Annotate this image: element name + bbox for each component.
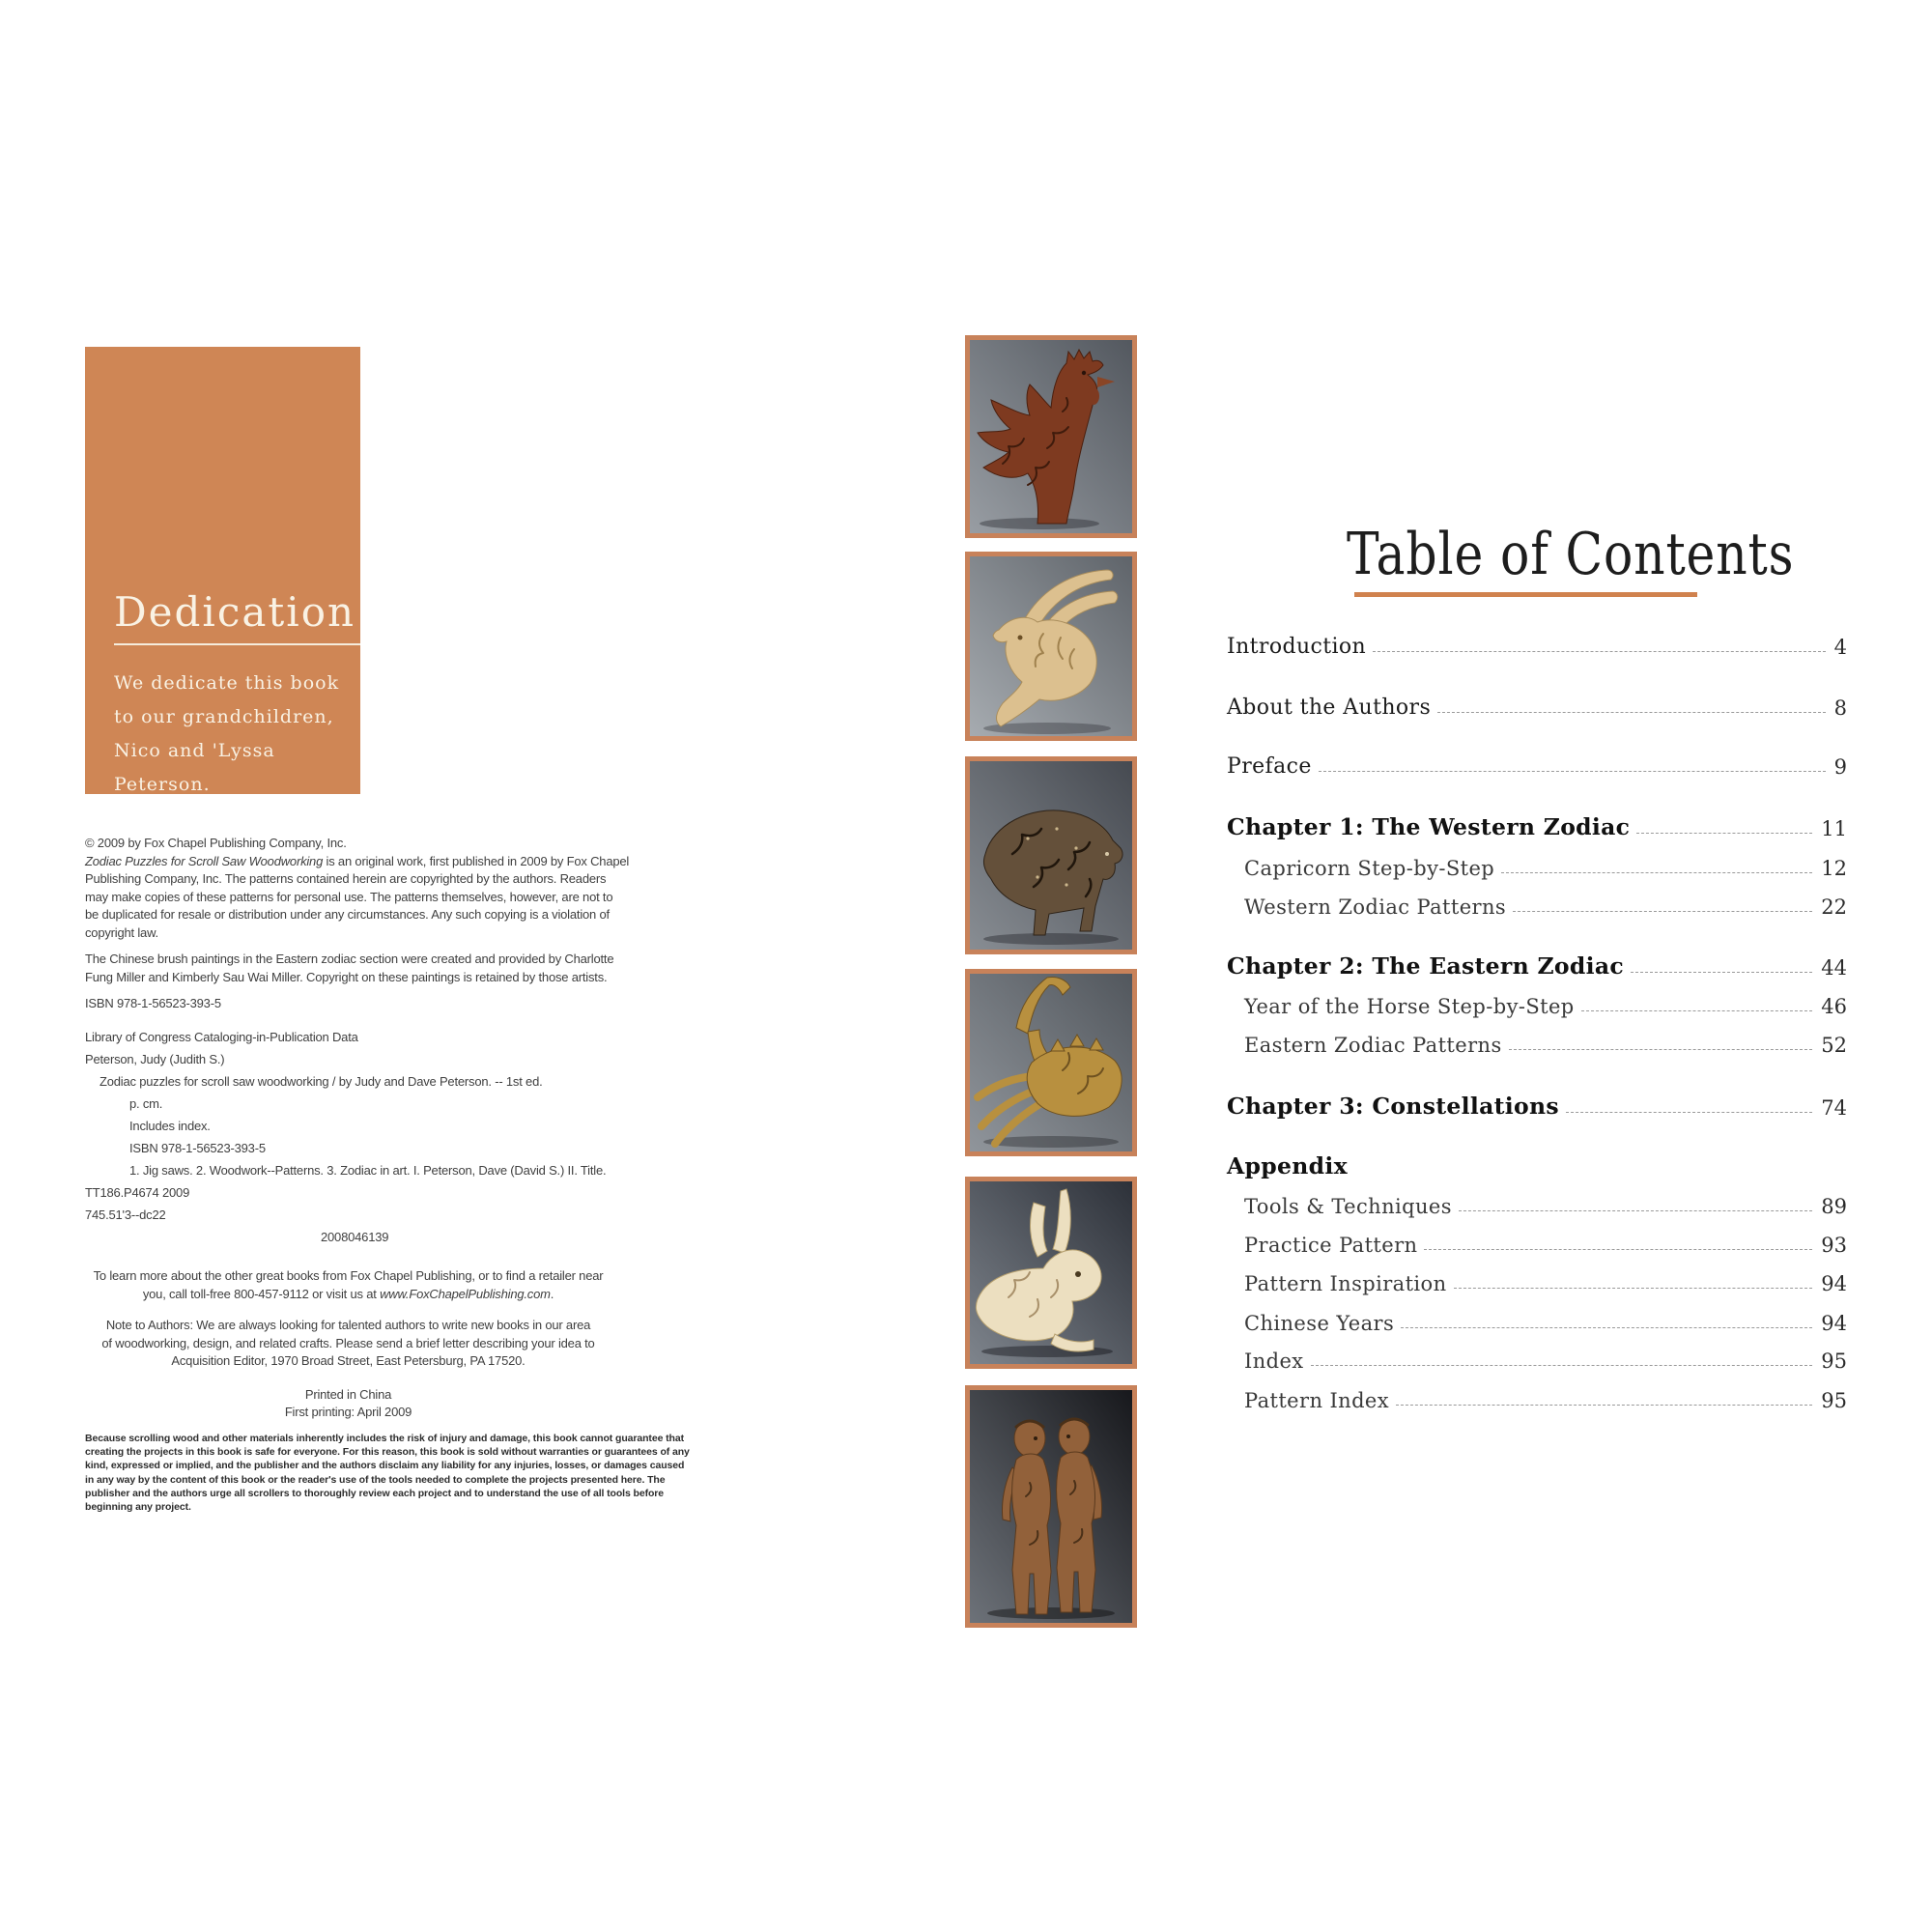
publisher-url: www.FoxChapelPublishing.com [380, 1286, 551, 1301]
photo-rabbit [965, 1177, 1137, 1369]
copyright-paragraph: Zodiac Puzzles for Scroll Saw Woodworking is an original work, first published in 2009 by Fox Chapel Publishing Company, Inc. The patterns contained herein are copyrighted by the authors. Readers may make copies of these patterns for personal use. The patterns themselves, however, are not to be duplicated for resale or distribution under any circumstances. Any such copying is a violation of copyright law. [85, 853, 630, 940]
dedication-line: We dedicate this book [114, 672, 340, 694]
dotted-leader [1509, 1049, 1813, 1050]
printed-in-china: Printed in China [304, 1386, 392, 1402]
page-number: 46 [1821, 995, 1847, 1018]
page-number: 9 [1833, 755, 1847, 779]
chinese-paintings-credit: The Chinese brush paintings in the Eastern zodiac section were created and provided by Charlotte Fung Miller and Kimberly Sau Wai Miller. Copyright on these paintings is retained by those artists. [85, 952, 614, 984]
toc-entry-chapter-2: Chapter 2: The Eastern Zodiac 44 [1227, 952, 1847, 980]
goat-photo-svg [970, 556, 1132, 736]
rabbit-photo-svg [970, 1181, 1132, 1364]
crab-body [1027, 1047, 1122, 1116]
dotted-leader [1373, 651, 1825, 652]
retailer-info: To learn more about the other great books from Fox Chapel Publishing, or to find a retailer near you, call toll-free 800-457-9112 or visit us at www.FoxChapelPublishing.com. [93, 1268, 604, 1301]
page-number: 74 [1821, 1096, 1847, 1120]
dotted-leader [1501, 872, 1812, 873]
loc-line: Includes index. [129, 1119, 211, 1133]
loc-line: p. cm. [129, 1096, 163, 1111]
dotted-leader [1437, 712, 1825, 713]
dotted-leader [1454, 1288, 1813, 1289]
toc-entry-pattern-inspiration: Pattern Inspiration 94 [1244, 1272, 1847, 1295]
photo-rooster [965, 335, 1137, 538]
loc-line: TT186.P4674 2009 [85, 1185, 190, 1200]
toc-entry-preface: Preface 9 [1227, 754, 1847, 779]
dedication-rule [114, 643, 360, 645]
toc-entry-introduction: Introduction 4 [1227, 635, 1847, 659]
first-printing: First printing: April 2009 [284, 1405, 412, 1419]
loc-line: Zodiac puzzles for scroll saw woodworking / by Judy and Dave Peterson. -- 1st ed. [99, 1074, 543, 1089]
photo-goat [965, 552, 1137, 741]
dotted-leader [1396, 1405, 1812, 1406]
toc-entry-practice-pattern: Practice Pattern 93 [1244, 1234, 1847, 1257]
loc-line: 1. Jig saws. 2. Woodwork--Patterns. 3. Zodiac in art. I. Peterson, Dave (David S.) II. Title. [129, 1163, 607, 1178]
photo-bear [965, 756, 1137, 954]
toc-entry-capricorn-step-by-step: Capricorn Step-by-Step 12 [1244, 857, 1847, 880]
loc-line: Peterson, Judy (Judith S.) [85, 1052, 225, 1066]
toc-entry-chapter-3: Chapter 3: Constellations 74 [1227, 1093, 1847, 1120]
dotted-leader [1581, 1010, 1813, 1011]
photo-crab [965, 969, 1137, 1156]
dedication-text [114, 667, 360, 802]
rooster-photo-svg [970, 340, 1132, 533]
copyright-block [85, 835, 629, 942]
publisher-info-block [85, 1267, 611, 1422]
copyright-notice: © 2009 by Fox Chapel Publishing Company, Inc. [85, 836, 347, 850]
dotted-leader [1401, 1327, 1812, 1328]
safety-disclaimer: Because scrolling wood and other materials inherently includes the risk of injury and damage, this book cannot guarantee that creating the projects in this book is safe for everyone. For this reason, this book is sold without warranties or guarantees of any kind, expressed or implied, and the publisher and the authors disclaim any liability for any injuries, losses, or damages caused in any way by the content of this book or the reader's use of the tools needed to complete the projects presented here. The publisher and the authors urge all scrollers to thoroughly review each project and to understand the use of all tools before beginning any project. [85, 1433, 690, 1514]
note-to-authors: Note to Authors: We are always looking for talented authors to write new books in our area of woodworking, design, and related crafts. Please send a brief letter describing your idea to Acquisition Editor, 1970 Broad Street, East Petersburg, PA 17520. [101, 1318, 595, 1368]
loc-control-number: 2008046139 [321, 1230, 389, 1244]
page-number: 52 [1821, 1034, 1847, 1057]
dedication-title: Dedication [114, 588, 356, 636]
dotted-leader [1631, 972, 1812, 973]
photo-gemini-twins [965, 1385, 1137, 1628]
dedication-panel [85, 347, 360, 794]
toc-entry-about-the-authors: About the Authors 8 [1227, 696, 1847, 720]
dedication-line: to our grandchildren, [114, 706, 334, 727]
bear-photo-svg [970, 761, 1132, 950]
toc-title-rule [1354, 592, 1697, 597]
toc-entry-tools-techniques: Tools & Techniques 89 [1244, 1195, 1847, 1218]
toc-entry-eastern-zodiac-patterns: Eastern Zodiac Patterns 52 [1244, 1034, 1847, 1057]
loc-line: ISBN 978-1-56523-393-5 [129, 1141, 266, 1155]
crab-photo-svg [970, 974, 1132, 1151]
dotted-leader [1311, 1365, 1813, 1366]
dedication-line: Nico and 'Lyssa Peterson. [114, 740, 275, 795]
twins-photo-svg [970, 1390, 1132, 1623]
toc-entry-chinese-years: Chinese Years 94 [1244, 1312, 1847, 1335]
isbn-line: ISBN 978-1-56523-393-5 [85, 996, 221, 1010]
page-number: 11 [1821, 817, 1847, 840]
dotted-leader [1566, 1112, 1812, 1113]
toc-entry-chapter-1: Chapter 1: The Western Zodiac 11 [1227, 813, 1847, 840]
page-number: 95 [1821, 1389, 1847, 1412]
toc-entry-year-of-the-horse: Year of the Horse Step-by-Step 46 [1244, 995, 1847, 1018]
toc-title: Table of Contents [1347, 521, 1795, 588]
library-of-congress-block [85, 1026, 606, 1248]
page-number: 12 [1821, 857, 1847, 880]
dotted-leader [1319, 771, 1826, 772]
dotted-leader [1424, 1249, 1812, 1250]
toc-entry-western-zodiac-patterns: Western Zodiac Patterns 22 [1244, 895, 1847, 919]
dotted-leader [1459, 1210, 1812, 1211]
page-number: 94 [1821, 1312, 1847, 1335]
toc-entry-pattern-index: Pattern Index 95 [1244, 1389, 1847, 1412]
loc-line: 745.51'3--dc22 [85, 1208, 166, 1222]
book-title-italic: Zodiac Puzzles for Scroll Saw Woodworking [85, 853, 324, 868]
dotted-leader [1513, 911, 1812, 912]
toc-entry-index: Index 95 [1244, 1350, 1847, 1373]
page-number: 22 [1821, 895, 1847, 919]
page-number: 44 [1821, 956, 1847, 980]
loc-line: Library of Congress Cataloging-in-Publication Data [85, 1030, 358, 1044]
page-number: 95 [1821, 1350, 1847, 1373]
toc-entry-appendix: Appendix [1227, 1152, 1348, 1179]
page-number: 93 [1821, 1234, 1847, 1257]
rooster-wattle [1088, 387, 1099, 405]
dotted-leader [1636, 833, 1812, 834]
page-number: 8 [1833, 696, 1847, 720]
page-number: 89 [1821, 1195, 1847, 1218]
page-number: 94 [1821, 1272, 1847, 1295]
page-number: 4 [1833, 636, 1847, 659]
